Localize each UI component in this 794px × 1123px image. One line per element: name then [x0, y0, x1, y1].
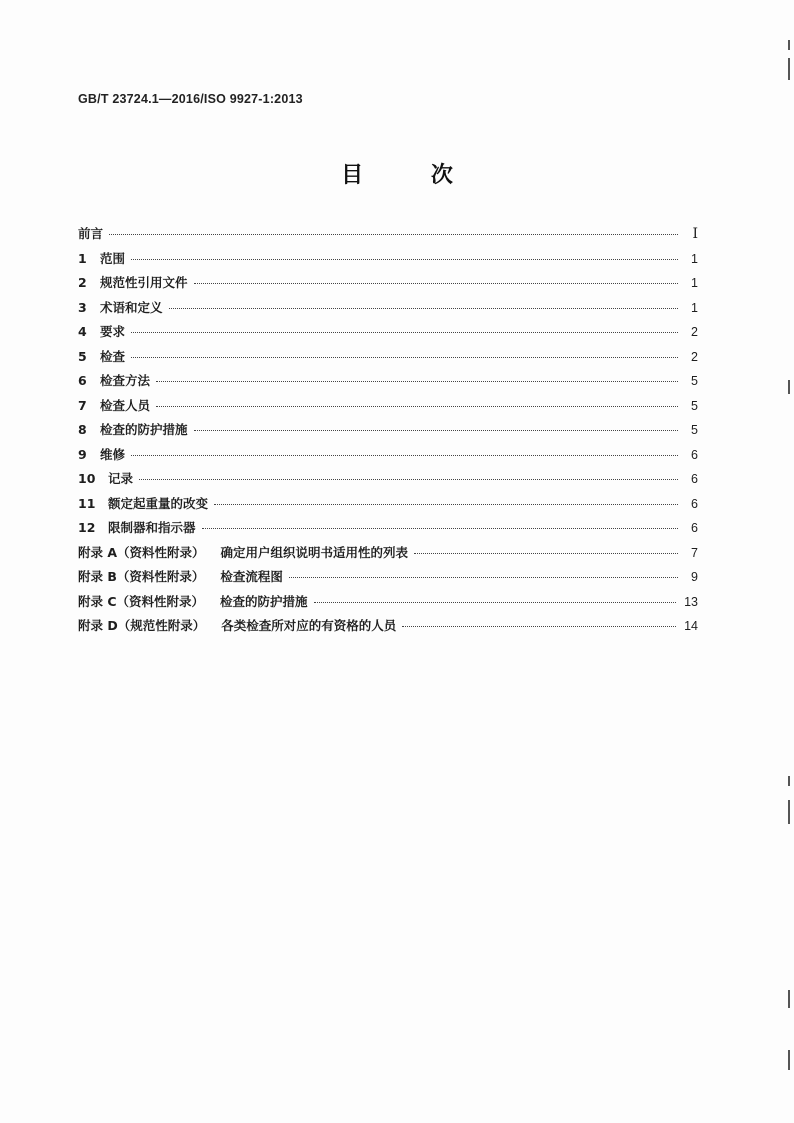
scan-artifact [788, 776, 790, 786]
toc-page-number: 6 [691, 472, 698, 486]
toc-entry-2[interactable] [78, 273, 698, 298]
toc-entry-9[interactable] [78, 445, 698, 470]
toc-entry-label: 要求 [100, 324, 126, 339]
scan-artifact [788, 58, 790, 80]
toc-entry-label: 检查的防护措施 [100, 422, 188, 437]
dot-leader [109, 234, 678, 235]
toc-entry-label: 术语和定义 [100, 299, 163, 315]
standard-code: GB/T 23724.1—2016/ISO 9927-1:2013 [78, 92, 303, 106]
toc-page-number: 6 [691, 521, 698, 535]
toc-page-number: 7 [691, 545, 698, 560]
scan-artifact [788, 1050, 790, 1070]
toc-entry-10[interactable] [78, 469, 698, 494]
table-of-contents [78, 224, 698, 641]
toc-page-number: 5 [691, 398, 698, 413]
toc-entry-1[interactable] [78, 249, 698, 274]
toc-entry-foreword[interactable] [78, 224, 698, 249]
dot-leader [414, 553, 678, 554]
toc-page-number: 1 [691, 276, 698, 290]
toc-entry-label: 检查 [100, 348, 126, 364]
toc-entry-label: 额定起重量的改变 [108, 495, 209, 511]
scan-artifact [788, 800, 790, 824]
page-title: 目 次 [341, 163, 483, 188]
toc-annex-prefix: 附录 B（资料性附录） [78, 569, 205, 584]
toc-section-number: 12 [78, 520, 96, 535]
dot-leader [169, 308, 678, 309]
toc-section-number: 6 [78, 373, 87, 388]
dot-leader [289, 577, 678, 578]
toc-entry-annex-c[interactable] [78, 592, 698, 617]
toc-page-number: 1 [691, 251, 698, 266]
toc-page-number: 2 [691, 325, 698, 339]
toc-section-number: 2 [78, 275, 87, 290]
dot-leader [214, 504, 678, 505]
toc-entry-annex-b[interactable] [78, 567, 698, 592]
toc-annex-prefix: 附录 C（资料性附录） [78, 593, 205, 609]
toc-page-number: 5 [691, 423, 698, 437]
toc-section-number: 7 [78, 397, 87, 413]
toc-entry-label: 前言 [78, 226, 104, 241]
dot-leader [139, 479, 678, 480]
scan-artifact [788, 380, 790, 394]
toc-page-number: 1 [691, 300, 698, 315]
dot-leader [131, 455, 678, 456]
toc-section-number: 9 [78, 446, 87, 462]
scan-artifact [788, 990, 790, 1008]
toc-section-number: 8 [78, 422, 87, 437]
toc-entry-8[interactable] [78, 420, 698, 445]
toc-page-number: 6 [691, 496, 698, 511]
toc-section-number: 10 [78, 471, 96, 486]
dot-leader [131, 357, 678, 358]
toc-entry-annex-d[interactable] [78, 616, 698, 641]
toc-section-number: 4 [78, 324, 87, 339]
toc-entry-5[interactable] [78, 347, 698, 372]
toc-page-number: 13 [684, 594, 698, 609]
toc-page-number: Ⅰ [692, 227, 698, 242]
toc-page-number: 9 [691, 570, 698, 584]
toc-entry-3[interactable] [78, 298, 698, 323]
dot-leader [202, 528, 678, 529]
dot-leader [194, 283, 678, 284]
toc-entry-label: 范围 [100, 250, 126, 266]
dot-leader [402, 626, 676, 627]
toc-entry-7[interactable] [78, 396, 698, 421]
toc-section-number: 1 [78, 250, 87, 266]
dot-leader [131, 332, 678, 333]
dot-leader [194, 430, 678, 431]
toc-entry-label: 检查流程图 [220, 569, 283, 584]
dot-leader [314, 602, 677, 603]
toc-entry-label: 确定用户组织说明书适用性的列表 [220, 544, 409, 560]
toc-entry-annex-a[interactable] [78, 543, 698, 568]
toc-entry-11[interactable] [78, 494, 698, 519]
toc-section-number: 5 [78, 348, 87, 364]
toc-section-number: 3 [78, 299, 87, 315]
dot-leader [156, 381, 678, 382]
toc-annex-prefix: 附录 A（资料性附录） [78, 544, 205, 560]
toc-entry-label: 规范性引用文件 [100, 275, 188, 290]
toc-entry-label: 检查方法 [100, 373, 151, 388]
toc-entry-label: 限制器和指示器 [108, 520, 196, 535]
toc-page-number: 5 [691, 374, 698, 388]
toc-entry-6[interactable] [78, 371, 698, 396]
dot-leader [131, 259, 678, 260]
toc-page-number: 6 [691, 447, 698, 462]
scan-artifact [788, 40, 790, 50]
toc-entry-label: 各类检查所对应的有资格的人员 [221, 618, 397, 633]
dot-leader [156, 406, 678, 407]
toc-page-number: 2 [691, 349, 698, 364]
toc-entry-label: 检查的防护措施 [220, 593, 308, 609]
toc-entry-label: 维修 [100, 446, 126, 462]
toc-entry-label: 记录 [108, 471, 134, 486]
toc-section-number: 11 [78, 495, 96, 511]
toc-page-number: 14 [684, 619, 698, 633]
toc-entry-4[interactable] [78, 322, 698, 347]
toc-annex-prefix: 附录 D（规范性附录） [78, 618, 206, 633]
toc-entry-label: 检查人员 [100, 397, 151, 413]
toc-entry-12[interactable] [78, 518, 698, 543]
